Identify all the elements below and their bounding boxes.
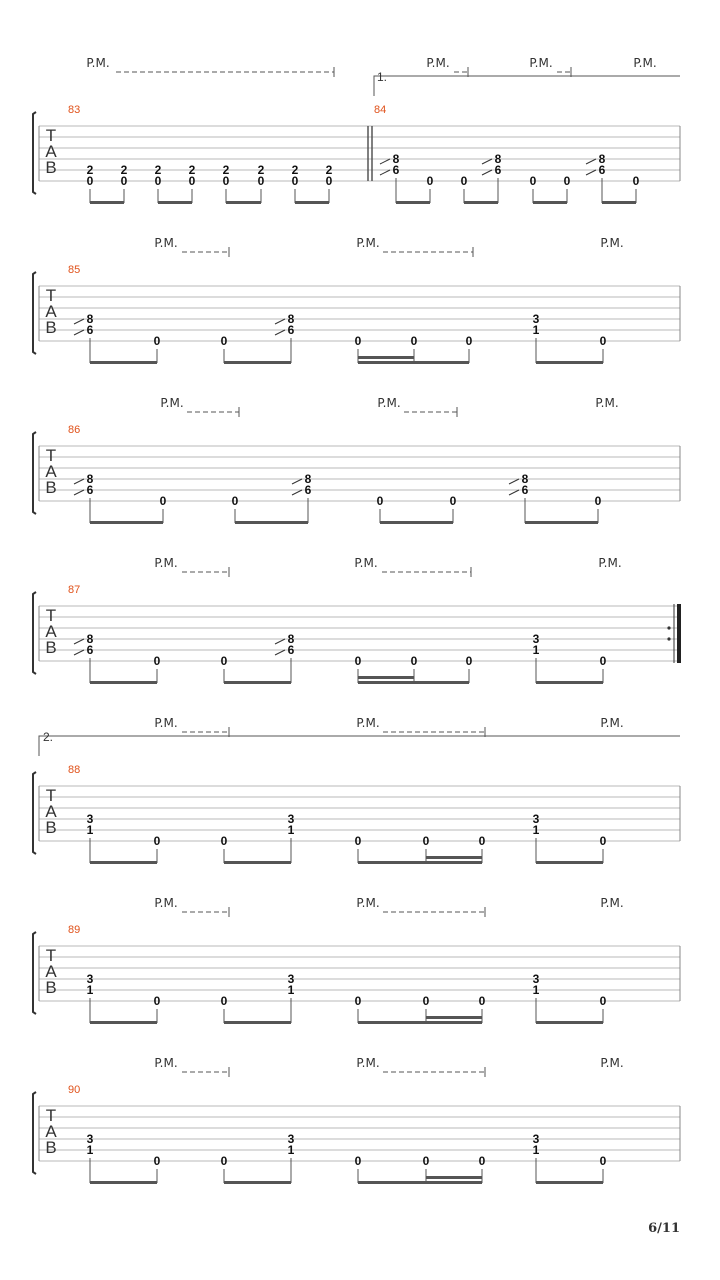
fret-number: 0 (220, 334, 228, 348)
fret-number: 0 (478, 994, 486, 1008)
palm-mute-label: P.M. (154, 1056, 178, 1070)
fret-number: 0 (153, 994, 161, 1008)
note (292, 472, 312, 523)
note (232, 494, 239, 523)
beam (380, 521, 453, 524)
fret-number: 0 (220, 834, 228, 848)
fret-number: 1 (86, 823, 94, 837)
note (466, 654, 473, 683)
tab-clef-t: T (45, 1106, 57, 1125)
fret-number: 0 (599, 994, 607, 1008)
tab-clef-b: B (45, 978, 57, 997)
staff-row-7 (33, 1084, 680, 1184)
fret-number: 6 (304, 483, 312, 497)
note (533, 312, 540, 363)
staff-bracket (33, 1092, 36, 1174)
note (326, 163, 333, 203)
fret-number: 0 (354, 654, 362, 668)
beam (536, 1181, 603, 1184)
slide-mark (275, 639, 285, 644)
fret-number: 8 (86, 632, 94, 646)
fret-number: 0 (325, 174, 333, 188)
tab-clef-t: T (45, 126, 57, 145)
beam (525, 521, 598, 524)
tab-clef-a: A (45, 462, 57, 481)
fret-number: 1 (86, 1143, 94, 1157)
note (509, 472, 529, 523)
bar-number: 90 (68, 1084, 81, 1096)
fret-number: 3 (532, 1132, 540, 1146)
beam (464, 201, 498, 204)
staff-row-2 (33, 264, 680, 364)
note (87, 812, 94, 863)
note (288, 972, 295, 1023)
fret-number: 2 (154, 163, 162, 177)
palm-mute-label: P.M. (354, 556, 378, 570)
beam-secondary (426, 1016, 482, 1019)
fret-number: 0 (465, 654, 473, 668)
volta-bracket-2 (39, 736, 680, 756)
beam (533, 201, 567, 204)
slide-mark (292, 479, 302, 484)
palm-mute-row-5 (154, 716, 623, 737)
fret-number: 6 (521, 483, 529, 497)
fret-number: 0 (120, 174, 128, 188)
staff-bracket (33, 592, 36, 674)
note (533, 632, 540, 683)
slide-mark (74, 319, 84, 324)
staff-row-3 (33, 424, 680, 524)
fret-number: 8 (598, 152, 606, 166)
fret-number: 0 (188, 174, 196, 188)
tab-clef-t: T (45, 606, 57, 625)
palm-mute-label: P.M. (154, 556, 178, 570)
palm-mute-label: P.M. (595, 396, 619, 410)
fret-number: 0 (594, 494, 602, 508)
beam (536, 1021, 603, 1024)
fret-number: 0 (376, 494, 384, 508)
beam (224, 1181, 291, 1184)
note (121, 163, 128, 203)
note (221, 834, 228, 863)
beam (90, 681, 157, 684)
fret-number: 0 (153, 334, 161, 348)
fret-number: 0 (257, 174, 265, 188)
bar-number: 88 (68, 764, 81, 776)
note (154, 654, 161, 683)
fret-number: 8 (86, 472, 94, 486)
palm-mute-label: P.M. (426, 56, 450, 70)
fret-number: 1 (287, 983, 295, 997)
tab-clef-a: A (45, 962, 57, 981)
note (586, 152, 606, 203)
repeat-dot (667, 626, 670, 629)
fret-number: 0 (153, 1154, 161, 1168)
fret-number: 0 (153, 834, 161, 848)
palm-mute-label: P.M. (154, 716, 178, 730)
beam (536, 361, 603, 364)
note (288, 1132, 295, 1183)
tab-clef-b: B (45, 1138, 57, 1157)
staff-row-1 (33, 104, 680, 204)
note (74, 472, 94, 523)
beam (90, 1021, 157, 1024)
palm-mute-label: P.M. (86, 56, 110, 70)
fret-number: 8 (287, 632, 295, 646)
fret-number: 1 (532, 983, 540, 997)
beam (158, 201, 192, 204)
fret-number: 1 (287, 823, 295, 837)
fret-number: 3 (532, 312, 540, 326)
fret-number: 0 (599, 834, 607, 848)
note (74, 312, 94, 363)
palm-mute-label: P.M. (154, 896, 178, 910)
fret-number: 0 (410, 334, 418, 348)
fret-number: 0 (426, 174, 434, 188)
fret-number: 6 (392, 163, 400, 177)
beam (358, 861, 482, 864)
note (564, 174, 571, 203)
fret-number: 0 (220, 654, 228, 668)
volta-2 (39, 730, 680, 756)
fret-number: 1 (532, 823, 540, 837)
note (380, 152, 400, 203)
fret-number: 0 (449, 494, 457, 508)
note (154, 834, 161, 863)
fret-number: 3 (86, 812, 94, 826)
palm-mute-label: P.M. (600, 236, 624, 250)
palm-mute-row-4 (154, 556, 621, 577)
volta-label-1: 1. (377, 70, 388, 84)
fret-number: 0 (159, 494, 167, 508)
note (221, 1154, 228, 1183)
note (355, 1154, 362, 1183)
note (154, 994, 161, 1023)
fret-number: 2 (291, 163, 299, 177)
slide-mark (482, 159, 492, 164)
fret-number: 1 (532, 1143, 540, 1157)
staff-row-4 (33, 584, 681, 684)
note (530, 174, 537, 203)
slide-mark (380, 170, 390, 175)
volta-label-2: 2. (43, 730, 54, 744)
fret-number: 0 (153, 654, 161, 668)
beam (536, 861, 603, 864)
note (600, 1154, 607, 1183)
bar-number: 87 (68, 584, 81, 596)
note (600, 334, 607, 363)
note (160, 494, 167, 523)
fret-number: 0 (354, 1154, 362, 1168)
beam (224, 361, 291, 364)
fret-number: 3 (86, 1132, 94, 1146)
slide-mark (74, 639, 84, 644)
palm-mute-label: P.M. (633, 56, 657, 70)
note (275, 632, 295, 683)
slide-mark (509, 490, 519, 495)
staff-bracket (33, 272, 36, 354)
fret-number: 1 (532, 323, 540, 337)
note (533, 812, 540, 863)
staff-bracket (33, 772, 36, 854)
repeat-dot (667, 637, 670, 640)
fret-number: 0 (422, 994, 430, 1008)
fret-number: 6 (598, 163, 606, 177)
fret-number: 8 (392, 152, 400, 166)
fret-number: 6 (494, 163, 502, 177)
beam (358, 361, 469, 364)
note (154, 1154, 161, 1183)
fret-number: 1 (287, 1143, 295, 1157)
note (189, 163, 196, 203)
bar-number: 89 (68, 924, 81, 936)
end-repeat-thick (677, 604, 681, 663)
beam (224, 861, 291, 864)
slide-mark (482, 170, 492, 175)
note (258, 163, 265, 203)
fret-number: 3 (532, 972, 540, 986)
fret-number: 6 (287, 323, 295, 337)
fret-number: 6 (86, 323, 94, 337)
palm-mute-label: P.M. (600, 1056, 624, 1070)
tab-clef-t: T (45, 786, 57, 805)
slide-mark (74, 490, 84, 495)
slide-mark (586, 170, 596, 175)
beam (90, 361, 157, 364)
fret-number: 0 (422, 1154, 430, 1168)
tab-clef-t: T (45, 946, 57, 965)
slide-mark (380, 159, 390, 164)
fret-number: 3 (86, 972, 94, 986)
fret-number: 2 (120, 163, 128, 177)
fret-number: 3 (532, 632, 540, 646)
slide-mark (74, 479, 84, 484)
fret-number: 2 (222, 163, 230, 177)
note (155, 163, 162, 203)
beam (90, 521, 163, 524)
slide-mark (275, 319, 285, 324)
tab-clef-b: B (45, 318, 57, 337)
note (533, 972, 540, 1023)
fret-number: 8 (304, 472, 312, 486)
fret-number: 0 (632, 174, 640, 188)
fret-number: 0 (529, 174, 537, 188)
note (450, 494, 457, 523)
palm-mute-label: P.M. (356, 896, 380, 910)
tab-clef-b: B (45, 158, 57, 177)
note (288, 812, 295, 863)
tab-clef-a: A (45, 802, 57, 821)
fret-number: 0 (599, 334, 607, 348)
staff-bracket (33, 432, 36, 514)
tab-clef-b: B (45, 818, 57, 837)
beam (396, 201, 430, 204)
note (466, 334, 473, 363)
note (221, 654, 228, 683)
staff-row-5 (33, 764, 680, 864)
slide-mark (509, 479, 519, 484)
note (355, 834, 362, 863)
fret-number: 0 (478, 834, 486, 848)
fret-number: 1 (86, 983, 94, 997)
palm-mute-label: P.M. (598, 556, 622, 570)
note (87, 163, 94, 203)
note (482, 152, 502, 203)
palm-mute-row-2 (154, 236, 623, 257)
fret-number: 6 (86, 483, 94, 497)
note (600, 834, 607, 863)
note (600, 654, 607, 683)
palm-mute-label: P.M. (356, 236, 380, 250)
beam (358, 681, 469, 684)
beam (90, 201, 124, 204)
note (74, 632, 94, 683)
fret-number: 3 (532, 812, 540, 826)
fret-number: 3 (287, 972, 295, 986)
fret-number: 0 (291, 174, 299, 188)
staff-bracket (33, 932, 36, 1014)
fret-number: 0 (354, 834, 362, 848)
slide-mark (586, 159, 596, 164)
staff-row-6 (33, 924, 680, 1024)
beam (602, 201, 636, 204)
fret-number: 8 (86, 312, 94, 326)
tab-clef-b: B (45, 638, 57, 657)
fret-number: 1 (532, 643, 540, 657)
palm-mute-label: P.M. (377, 396, 401, 410)
tab-clef-a: A (45, 142, 57, 161)
fret-number: 0 (599, 654, 607, 668)
bar-number: 84 (374, 104, 387, 116)
fret-number: 2 (188, 163, 196, 177)
slide-mark (74, 650, 84, 655)
bar-number: 83 (68, 104, 81, 116)
note (87, 972, 94, 1023)
page-number: 6/11 (648, 1221, 680, 1236)
beam (90, 1181, 157, 1184)
note (221, 334, 228, 363)
beam (224, 1021, 291, 1024)
palm-mute-row-6 (154, 896, 623, 917)
fret-number: 2 (257, 163, 265, 177)
note (87, 1132, 94, 1183)
note (595, 494, 602, 523)
palm-mute-row-1 (86, 56, 680, 96)
note (427, 174, 434, 203)
fret-number: 0 (563, 174, 571, 188)
fret-number: 8 (494, 152, 502, 166)
slide-mark (275, 650, 285, 655)
beam (536, 681, 603, 684)
beam-secondary (358, 356, 414, 359)
fret-number: 8 (287, 312, 295, 326)
palm-mute-label: P.M. (160, 396, 184, 410)
note (633, 174, 640, 203)
tab-clef-a: A (45, 1122, 57, 1141)
note (154, 334, 161, 363)
note (461, 174, 468, 203)
beam (226, 201, 261, 204)
palm-mute-label: P.M. (154, 236, 178, 250)
note (275, 312, 295, 363)
fret-number: 6 (86, 643, 94, 657)
fret-number: 0 (422, 834, 430, 848)
beam (90, 861, 157, 864)
palm-mute-label: P.M. (600, 896, 624, 910)
beam-secondary (426, 1176, 482, 1179)
tab-clef-a: A (45, 622, 57, 641)
fret-number: 0 (222, 174, 230, 188)
fret-number: 0 (460, 174, 468, 188)
palm-mute-row-7 (154, 1056, 623, 1077)
bar-number: 85 (68, 264, 81, 276)
palm-mute-label: P.M. (356, 1056, 380, 1070)
beam-secondary (358, 676, 414, 679)
fret-number: 3 (287, 1132, 295, 1146)
beam (358, 1021, 482, 1024)
fret-number: 8 (521, 472, 529, 486)
slide-mark (275, 330, 285, 335)
fret-number: 3 (287, 812, 295, 826)
beam-secondary (426, 856, 482, 859)
note (600, 994, 607, 1023)
note (355, 994, 362, 1023)
tab-clef-a: A (45, 302, 57, 321)
note (533, 1132, 540, 1183)
fret-number: 2 (325, 163, 333, 177)
staff-bracket (33, 112, 36, 194)
fret-number: 0 (86, 174, 94, 188)
note (292, 163, 299, 203)
palm-mute-label: P.M. (356, 716, 380, 730)
note (377, 494, 384, 523)
fret-number: 0 (465, 334, 473, 348)
palm-mute-label: P.M. (529, 56, 553, 70)
fret-number: 0 (478, 1154, 486, 1168)
palm-mute-label: P.M. (600, 716, 624, 730)
note (221, 994, 228, 1023)
fret-number: 0 (354, 994, 362, 1008)
tab-clef-t: T (45, 446, 57, 465)
slide-mark (292, 490, 302, 495)
fret-number: 0 (410, 654, 418, 668)
volta-bracket-1 (374, 76, 680, 96)
slide-mark (74, 330, 84, 335)
bar-number: 86 (68, 424, 81, 436)
fret-number: 6 (287, 643, 295, 657)
fret-number: 0 (231, 494, 239, 508)
tab-clef-b: B (45, 478, 57, 497)
fret-number: 2 (86, 163, 94, 177)
fret-number: 0 (220, 1154, 228, 1168)
fret-number: 0 (154, 174, 162, 188)
fret-number: 0 (354, 334, 362, 348)
beam (235, 521, 308, 524)
fret-number: 0 (220, 994, 228, 1008)
tab-clef-t: T (45, 286, 57, 305)
palm-mute-row-3 (160, 396, 618, 417)
beam (295, 201, 329, 204)
beam (358, 1181, 482, 1184)
note (223, 163, 230, 203)
beam (224, 681, 291, 684)
fret-number: 0 (599, 1154, 607, 1168)
